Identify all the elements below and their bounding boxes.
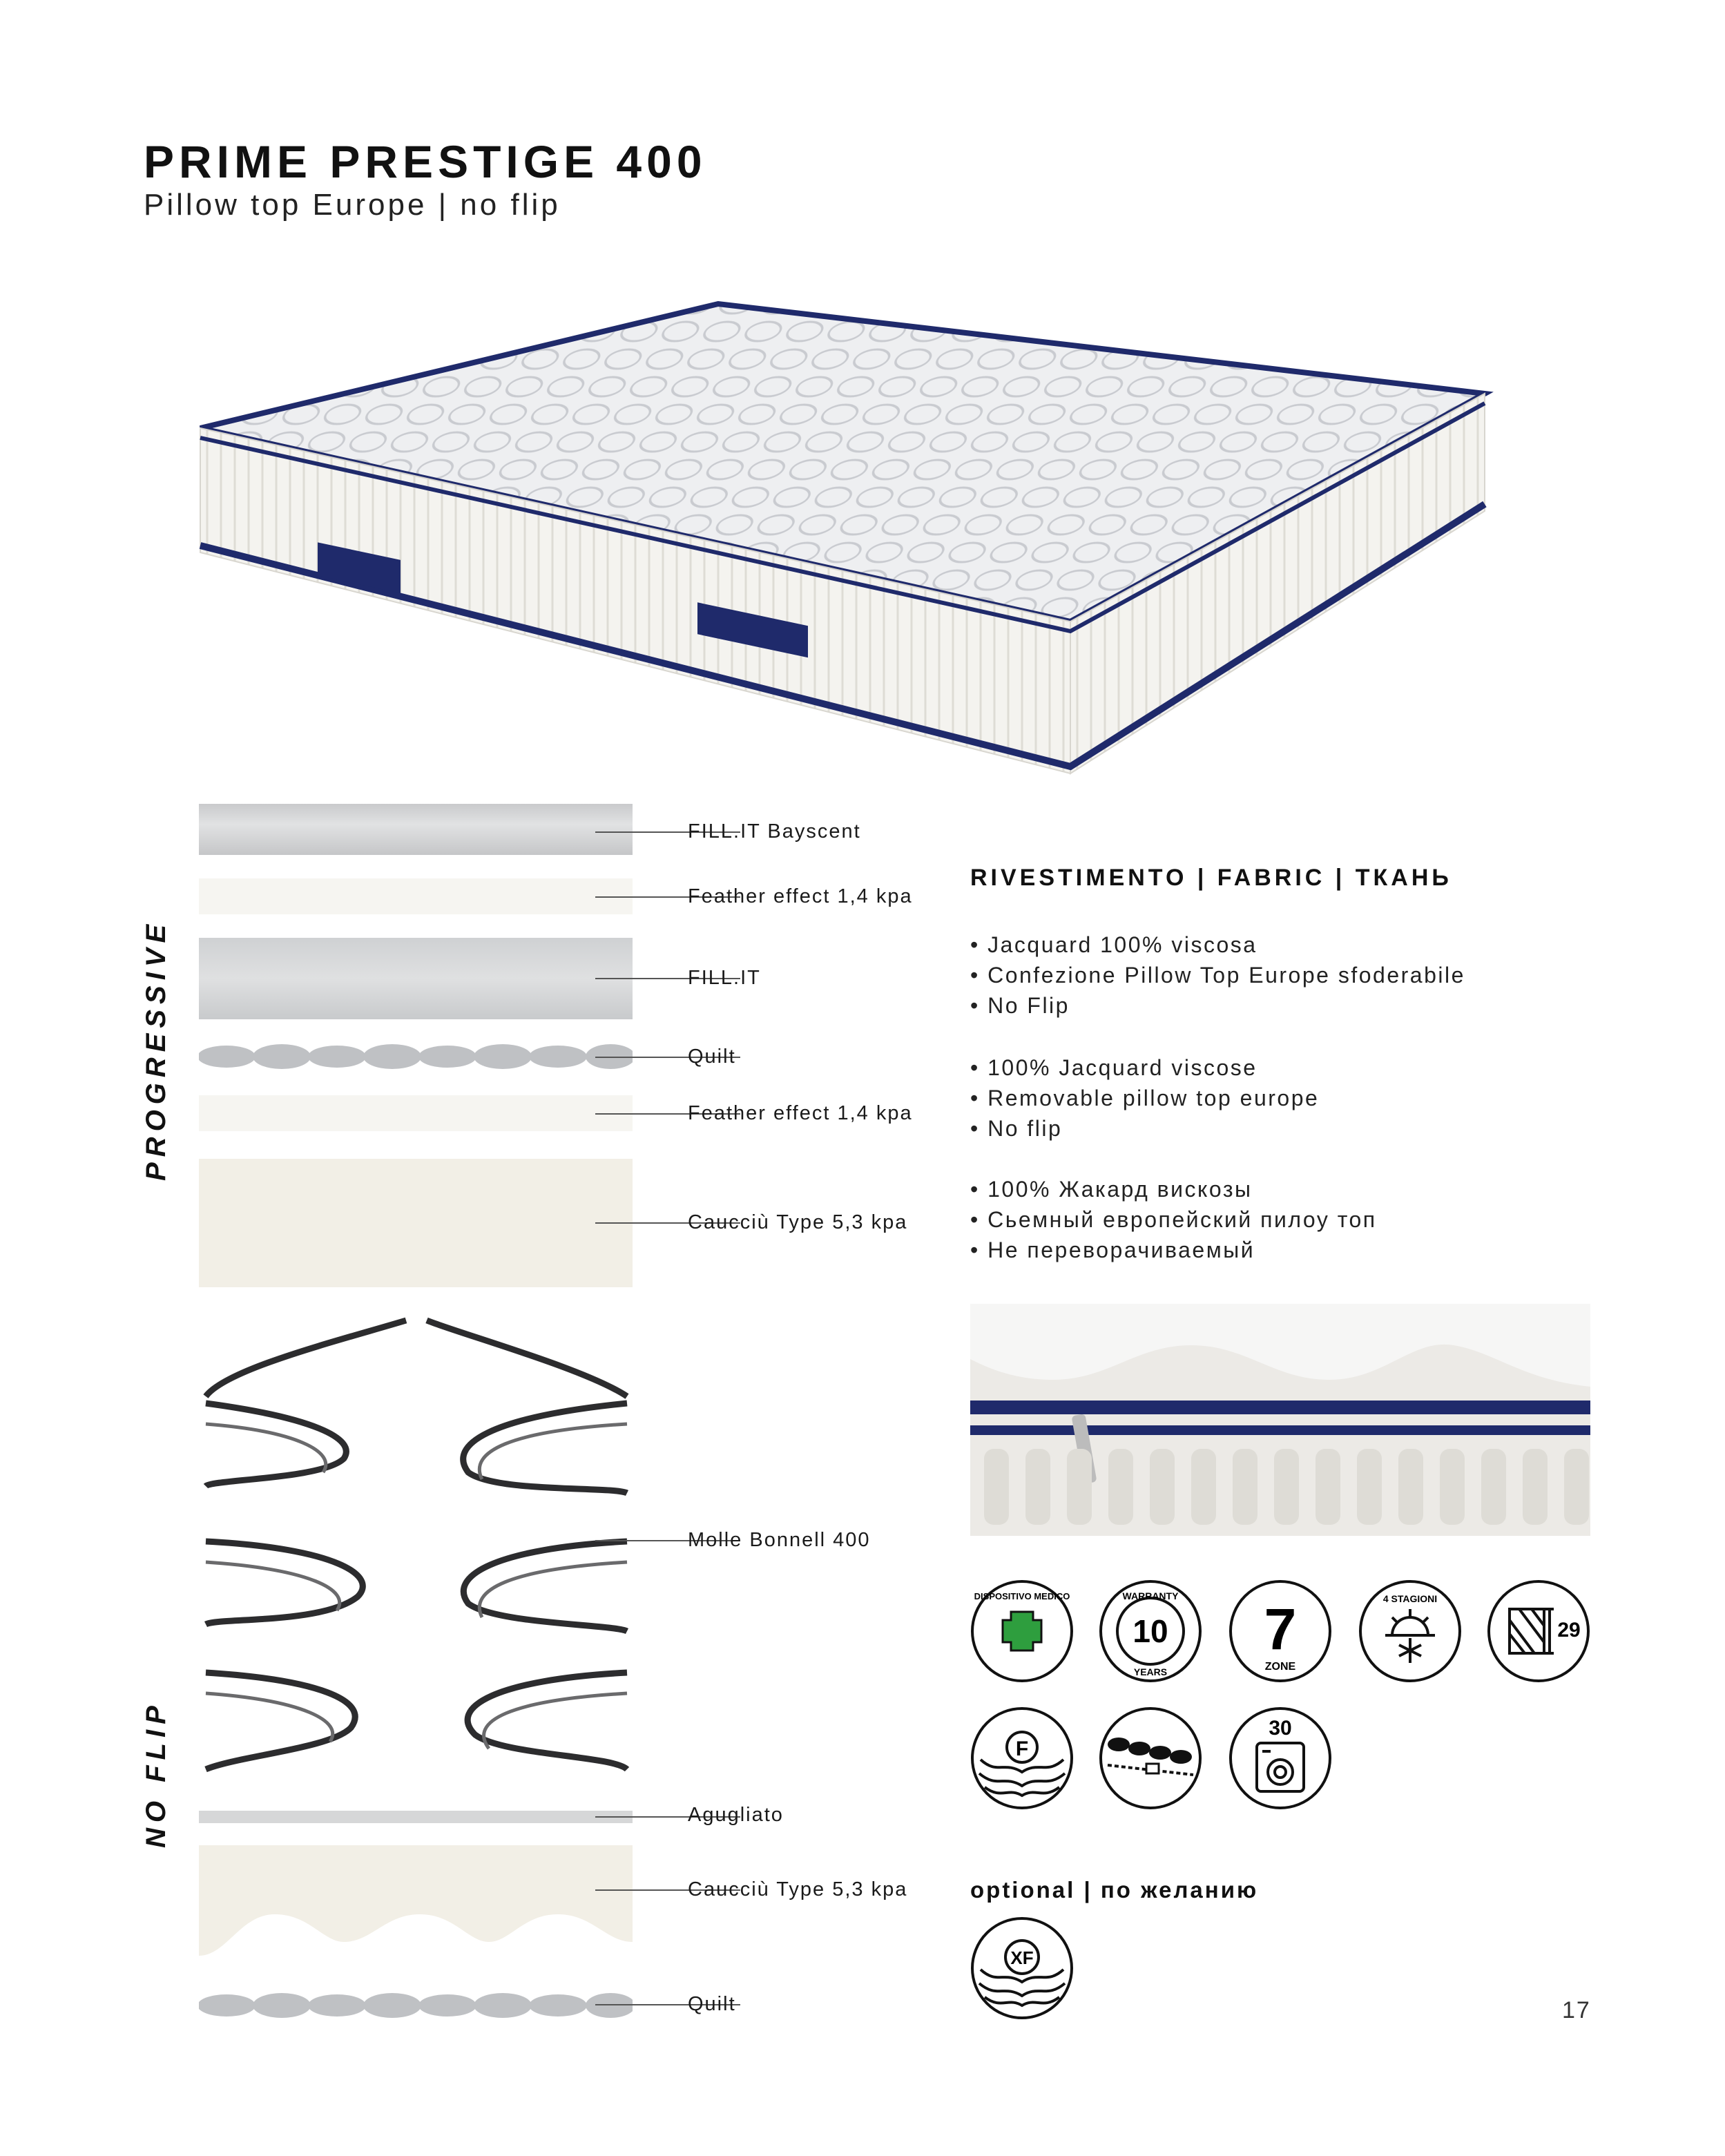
layer-feather-2-swatch — [199, 1095, 633, 1131]
layer-feather-swatch — [199, 878, 633, 914]
layer-label: Feather effect 1,4 kpa — [688, 1102, 913, 1124]
warranty-badge-icon — [1098, 1579, 1203, 1684]
layer-label: Caucciù Type 5,3 kpa — [688, 1878, 908, 1900]
fabric-bullet: • No flip — [970, 1116, 1063, 1141]
layer-fill-it-swatch — [199, 938, 633, 1019]
firmness-badge-value: F — [1015, 1738, 1029, 1760]
layer-label: FILL.IT — [688, 967, 761, 989]
page-title: PRIME PRESTIGE 400 — [144, 136, 707, 187]
wash-badge-value: 30 — [1269, 1717, 1292, 1740]
side-label-progressive: PROGRESSIVE — [141, 918, 171, 1181]
page-number: 17 — [1562, 1997, 1591, 2023]
layer-agugliato-swatch — [199, 1811, 633, 1823]
layer-label: FILL.IT Bayscent — [688, 820, 861, 843]
optional-firmness-badge-icon — [970, 1916, 1074, 2021]
zip-cover-badge-icon — [1098, 1706, 1203, 1811]
seasons-badge-text: 4 STAGIONI — [1382, 1593, 1438, 1604]
fabric-bullet: • Сьемный европейский пилоу топ — [970, 1207, 1377, 1232]
washing-badge-icon — [1228, 1706, 1333, 1811]
optional-badge-value: XF — [1010, 1947, 1034, 1968]
fabric-bullet: • Jacquard 100% viscosa — [970, 932, 1257, 957]
medical-device-badge-icon — [970, 1579, 1074, 1684]
layer-quilt-2-swatch — [199, 1990, 633, 2021]
optional-label: optional | по желанию — [970, 1877, 1259, 1903]
zones-badge-icon — [1228, 1579, 1333, 1684]
zones-badge-value: 7 — [1264, 1597, 1297, 1662]
warranty-badge-top: WARRANTY — [1122, 1590, 1179, 1601]
layer-label: Quilt — [688, 1046, 736, 1068]
layer-label: Caucciù Type 5,3 kpa — [688, 1211, 908, 1233]
layer-label: Quilt — [688, 1993, 736, 2015]
fabric-bullet: • Confezione Pillow Top Europe sfoderabile — [970, 963, 1465, 988]
layer-label: Molle Bonnell 400 — [688, 1529, 871, 1551]
layer-latex-2-swatch — [199, 1845, 633, 1964]
zones-badge-bottom: ZONE — [1264, 1661, 1296, 1673]
layer-fill-bayscent-swatch — [199, 804, 633, 855]
four-seasons-badge-icon — [1358, 1579, 1463, 1684]
page-subtitle: Pillow top Europe | no flip — [144, 188, 561, 222]
fabric-bullet: • 100% Jacquard viscose — [970, 1055, 1257, 1080]
fabric-bullet: • Removable pillow top europe — [970, 1086, 1320, 1110]
firmness-badge-icon — [970, 1706, 1074, 1811]
layer-label: Agugliato — [688, 1804, 784, 1826]
mattress-hero-image — [186, 290, 1512, 801]
fabric-heading: RIVESTIMENTO | FABRIC | ТКАНЬ — [970, 865, 1452, 891]
pillow-top-detail-image — [970, 1304, 1590, 1536]
side-label-no-flip: NO FLIP — [141, 1700, 171, 1848]
fabric-bullet: • 100% Жакард вискозы — [970, 1177, 1253, 1202]
warranty-badge-bottom: YEARS — [1133, 1666, 1168, 1677]
fabric-bullet: • Не переворачиваемый — [970, 1238, 1255, 1262]
layer-label: Feather effect 1,4 kpa — [688, 885, 913, 907]
layer-latex-swatch — [199, 1159, 633, 1287]
mattress-height-badge-icon — [1486, 1579, 1591, 1684]
layer-quilt-swatch — [199, 1041, 633, 1072]
layer-bonnell-springs-image — [199, 1313, 633, 1784]
medical-badge-text: DISPOSITIVO MEDICO — [974, 1591, 1070, 1601]
height-badge-value: 29 — [1557, 1619, 1581, 1642]
fabric-bullet: • No Flip — [970, 993, 1070, 1018]
warranty-badge-value: 10 — [1133, 1613, 1168, 1649]
